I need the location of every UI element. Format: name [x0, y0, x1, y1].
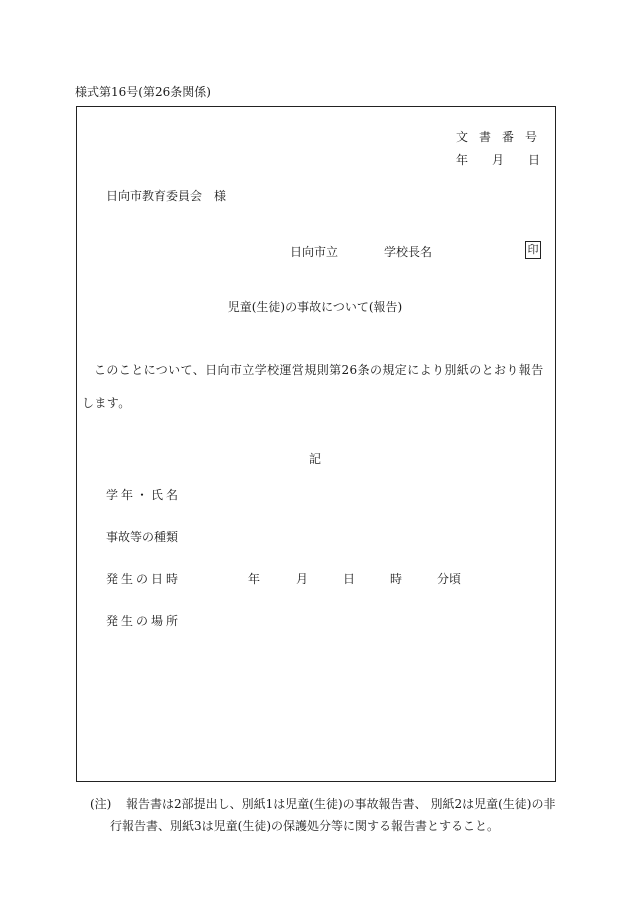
datetime-month-unit: 月: [296, 572, 309, 586]
document-number-label: 文書番号: [456, 130, 549, 144]
item-grade-name: 学年・氏名: [106, 488, 182, 502]
header-date: [456, 151, 540, 168]
form-frame: [76, 106, 556, 782]
sender-city-school: 日向市立: [290, 245, 339, 259]
report-body: このことについて、日向市立学校運営規則第26条の規定により別紙のとおり報告します。: [82, 363, 544, 410]
report-subject: 児童(生徒)の事故について(報告): [227, 300, 403, 314]
item-accident-type: 事故等の種類: [106, 530, 179, 544]
sender-principal-name: 学校長名: [384, 245, 433, 259]
date-day-label: 日: [527, 153, 540, 167]
datetime-day-unit: 日: [343, 572, 356, 586]
seal-mark: 印: [525, 241, 541, 259]
ki-heading: 記: [308, 452, 321, 466]
datetime-minute-unit: 分頃: [437, 572, 462, 586]
addressee: 日向市教育委員会 様: [106, 189, 227, 203]
date-month-label: 月: [491, 153, 504, 167]
footnote-line-1: 報告書は2部提出し、別紙1は児童(生徒)の事故報告書、 別紙2は児童(生徒)の非: [126, 797, 556, 811]
datetime-year-unit: 年: [248, 572, 261, 586]
item-occurrence-place: 発生の場所: [106, 614, 182, 628]
footnote-mark: (注): [90, 797, 112, 811]
item-occurrence-datetime: 発生の日時: [106, 572, 182, 586]
form-number-label: 様式第16号(第26条関係): [75, 85, 211, 99]
footnote-line-2: 行報告書、別紙3は児童(生徒)の保護処分等に関する報告書とすること。: [110, 819, 500, 833]
date-year-label: 年: [456, 153, 469, 167]
datetime-hour-unit: 時: [390, 572, 403, 586]
